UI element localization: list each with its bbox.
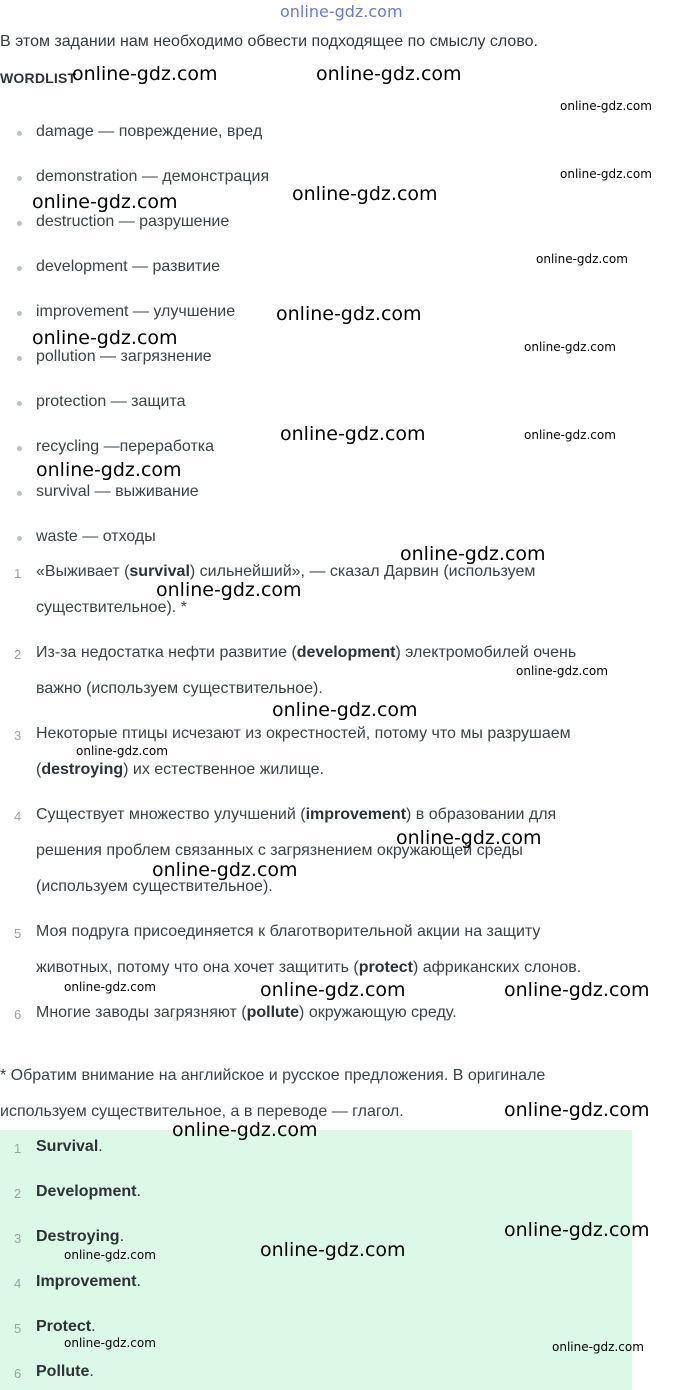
watermark: online-gdz.com (396, 827, 542, 849)
watermark: online-gdz.com (280, 423, 426, 445)
answer-number: 2 (14, 1186, 22, 1201)
answer-number: 4 (14, 1276, 22, 1291)
bullet-icon (17, 401, 22, 406)
exercise-number: 4 (14, 809, 22, 824)
exercise-number: 1 (14, 566, 22, 581)
watermark: online-gdz.com (272, 699, 418, 721)
exercise-line: (destroying) их естественное жилище. (36, 761, 324, 778)
watermark: online-gdz.com (504, 1219, 650, 1241)
answer-item: Improvement. (36, 1273, 141, 1290)
watermark: online-gdz.com (536, 252, 628, 266)
answer-item: Destroying. (36, 1228, 125, 1245)
answer-number: 6 (14, 1366, 22, 1381)
bullet-icon (17, 176, 22, 181)
top-watermark: online-gdz.com (280, 2, 403, 21)
exercise-line: важно (используем существительное). (36, 680, 323, 697)
watermark: online-gdz.com (400, 543, 546, 565)
wordlist-item: demonstration — демонстрация (36, 168, 270, 185)
bullet-icon (17, 131, 22, 136)
bullet-icon (17, 221, 22, 226)
bullet-icon (17, 491, 22, 496)
watermark: online-gdz.com (36, 459, 182, 481)
watermark: online-gdz.com (76, 744, 168, 758)
exercise-line: животных, потому что она хочет защитить (protect) африканских слонов. (36, 959, 582, 976)
exercise-line: решения проблем связанных с загрязнением окружающей среды (36, 842, 523, 859)
watermark: online-gdz.com (72, 63, 218, 85)
bullet-icon (17, 266, 22, 271)
watermark: online-gdz.com (156, 579, 302, 601)
answer-word: destroying (41, 761, 124, 778)
answer-item: Protect. (36, 1318, 96, 1335)
watermark: online-gdz.com (552, 1340, 644, 1354)
exercise-line: Некоторые птицы исчезают из окрестностей, потому что мы разрушаем (36, 725, 571, 742)
watermark: online-gdz.com (32, 327, 178, 349)
watermark: online-gdz.com (260, 1239, 406, 1261)
watermark: online-gdz.com (152, 859, 298, 881)
footnote-line: * Обратим внимание на английское и русское предложения. В оригинале (0, 1067, 546, 1084)
watermark: online-gdz.com (64, 1336, 156, 1350)
watermark: online-gdz.com (32, 191, 178, 213)
wordlist-title: WORDLIST (0, 70, 77, 86)
exercise-number: 5 (14, 926, 22, 941)
wordlist-item: damage — повреждение, вред (36, 123, 263, 140)
exercise-line: Из-за недостатка нефти развитие (development) электромобилей очень (36, 644, 577, 661)
exercise-line: существительное). * (36, 599, 187, 616)
wordlist-item: recycling —переработка (36, 438, 215, 455)
watermark: online-gdz.com (260, 979, 406, 1001)
exercise-line: Моя подруга присоединяется к благотворительной акции на защиту (36, 923, 541, 940)
answer-item: Pollute. (36, 1363, 94, 1380)
watermark: online-gdz.com (524, 428, 616, 442)
bullet-icon (17, 356, 22, 361)
watermark: online-gdz.com (172, 1119, 318, 1141)
answer-word: development (296, 644, 396, 661)
watermark: online-gdz.com (504, 979, 650, 1001)
exercise-number: 2 (14, 647, 22, 662)
watermark: online-gdz.com (64, 980, 156, 994)
intro-text: В этом задании нам необходимо обвести подходящее по смыслу слово. (0, 33, 538, 50)
watermark: online-gdz.com (316, 63, 462, 85)
watermark: online-gdz.com (560, 167, 652, 181)
watermark: online-gdz.com (64, 1248, 156, 1262)
wordlist-item: survival — выживание (36, 483, 199, 500)
watermark: online-gdz.com (292, 183, 438, 205)
wordlist-item: destruction — разрушение (36, 213, 230, 230)
watermark: online-gdz.com (276, 303, 422, 325)
exercise-line: Существует множество улучшений (improvement) в образовании для (36, 806, 557, 823)
answer-item: Development. (36, 1183, 141, 1200)
answer-word: protect (358, 959, 413, 976)
answer-word: survival (129, 563, 190, 580)
watermark: online-gdz.com (504, 1099, 650, 1121)
wordlist-item: protection — защита (36, 393, 186, 410)
exercise-line: (используем существительное). (36, 878, 273, 895)
exercise-number: 6 (14, 1007, 22, 1022)
answer-number: 5 (14, 1321, 22, 1336)
answer-word: improvement (305, 806, 407, 823)
answer-number: 1 (14, 1141, 22, 1156)
exercise-line: «Выживает (survival) сильнейший», — сказал Дарвин (используем (36, 563, 536, 580)
exercise-line: Многие заводы загрязняют (pollute) окружающую среду. (36, 1004, 457, 1021)
watermark: online-gdz.com (524, 340, 616, 354)
wordlist-item: waste — отходы (36, 528, 156, 545)
answer-item: Survival. (36, 1138, 103, 1155)
wordlist-item: development — развитие (36, 258, 221, 275)
wordlist-item: improvement — улучшение (36, 303, 236, 320)
bullet-icon (17, 446, 22, 451)
bullet-icon (17, 311, 22, 316)
answer-word: pollute (246, 1004, 300, 1021)
exercise-number: 3 (14, 728, 22, 743)
bullet-icon (17, 536, 22, 541)
watermark: online-gdz.com (560, 99, 652, 113)
watermark: online-gdz.com (516, 664, 608, 678)
answer-number: 3 (14, 1231, 22, 1246)
wordlist-item: pollution — загрязнение (36, 348, 212, 365)
footnote-line: используем существительное, а в переводе — глагол. (0, 1103, 404, 1120)
